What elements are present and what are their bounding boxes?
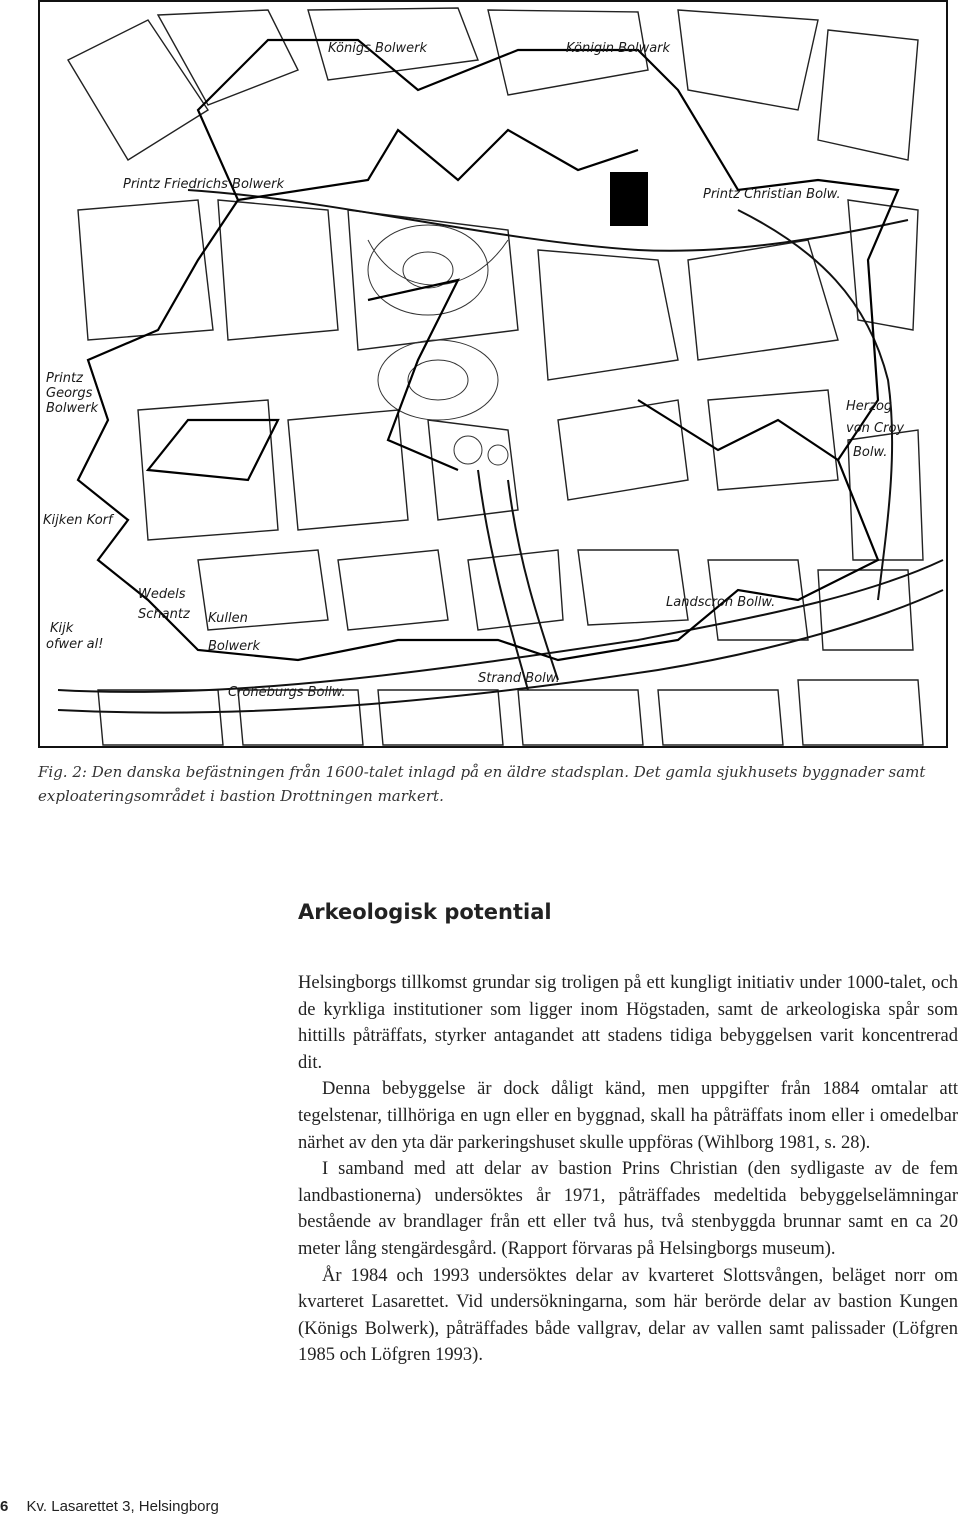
marked-area xyxy=(610,172,648,226)
label-herzog-3: Bolw. xyxy=(853,445,888,460)
label-printz-georgs-3: Bolwerk xyxy=(46,401,98,416)
label-herzog-1: Herzog xyxy=(846,399,893,414)
page-number: 6 xyxy=(0,1498,9,1515)
label-kijk-1: Kijk xyxy=(50,621,74,636)
label-kijk-2: ofwer al! xyxy=(46,637,104,652)
label-kijken-korf: Kijken Korf xyxy=(43,513,113,528)
label-kullen-bolwerk: Bolwerk xyxy=(208,639,260,654)
page-footer xyxy=(0,1498,219,1515)
label-wedels: Wedels xyxy=(138,587,186,602)
paragraph-2: Denna bebyggelse är dock dåligt känd, men uppgifter från 1884 omtalar att tegelstenar, tillhöriga en ugn eller en byggnad, skall ha påträffats inom eller i omedelbar närhet av den yta där parkeringshuset skulle uppföras (Wihlborg 1981, s. 28). xyxy=(298,1079,958,1153)
label-printz-georgs-2: Georgs xyxy=(46,386,93,401)
label-kullen: Kullen xyxy=(208,611,248,626)
section-heading: Arkeologisk potential xyxy=(298,900,552,924)
label-konigs-bolwerk: Königs Bolwerk xyxy=(328,41,428,56)
figure-caption xyxy=(38,760,938,808)
footer-title: Kv. Lasarettet 3, Helsingborg xyxy=(26,1498,219,1515)
label-croneburgs: Croneburgs Bollw. xyxy=(228,685,346,700)
caption-text: Den danska befästningen från 1600-talet inlagd på en äldre stadsplan. Det gamla sjukhusets byggnader samt exploateringsområdet i bastion Drottningen markert. xyxy=(38,763,926,805)
figure-label: Fig. 2: xyxy=(38,763,87,781)
paragraph-4: År 1984 och 1993 undersöktes delar av kvarteret Slottsvången, beläget norr om kvarteret Lasarettet. Vid undersökningarna, som här berörde delar av bastion Kungen (Königs Bolwerk), påträffades både vallgrav, delar av vallen samt palissader (Löfgren 1985 och Löfgren 1993). xyxy=(298,1265,958,1366)
label-strand: Strand Bolw. xyxy=(478,671,560,686)
paragraph-3: I samband med att delar av bastion Prins Christian (den sydligaste av de fem landbastionerna) undersöktes år 1971, påträffades medeltida bebyggelselämningar bestående av brandlager från ett eller två hus, två stenbyggda brunnar samt en ca 20 meter lång stengärdesgård. (Rapport förvaras på Helsingborgs museum). xyxy=(298,1159,958,1259)
label-landscron: Landscron Bollw. xyxy=(666,595,776,610)
label-schantz: Schantz xyxy=(138,607,190,622)
historical-city-map xyxy=(38,0,950,750)
label-printz-georgs-1: Printz xyxy=(46,371,83,386)
label-koningin-bolwark: Königin Bolwark xyxy=(566,41,671,56)
section-body xyxy=(298,970,958,1369)
paragraph-1: Helsingborgs tillkomst grundar sig troligen på ett kungligt initiativ under 1000-talet, och de kyrkliga institutioner som ligger inom Högstaden, samt de arkeologiska spår som hittills påträffats, styrker antagandet att stadens tidiga bebyggelsen varit koncentrerad dit. xyxy=(298,973,958,1073)
figure-map xyxy=(38,0,950,750)
label-printz-christian: Printz Christian Bolw. xyxy=(703,187,841,202)
label-printz-friedrichs: Printz Friedrichs Bolwerk xyxy=(123,177,285,192)
label-herzog-2: von Croy xyxy=(846,421,905,436)
